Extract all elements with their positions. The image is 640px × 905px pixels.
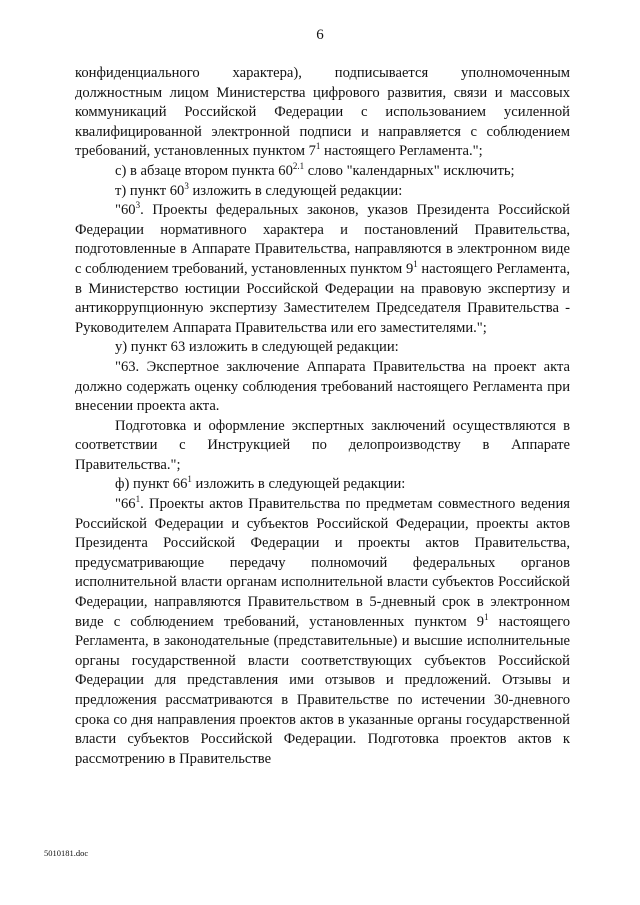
superscript: 1 (484, 611, 489, 622)
file-name-footer: 5010181.doc (44, 848, 89, 858)
paragraph-text: изложить в следующей редакции: (191, 476, 406, 493)
paragraph (75, 495, 570, 769)
superscript: 2.1 (292, 160, 305, 171)
paragraph-text: настоящего Регламента, в Министерство юстиции Российской Федерации на правовую экспертизу и антикоррупционную экспертизу Заместителем Председателя Правительства - Руководителем Аппарата Правительства или его заместителями."; (75, 260, 570, 336)
paragraph-text: настоящего Регламента, в законодательные (представительные) и высшие исполнительные органы государственной власти соответствующих субъектов Российской Федерации для представления ими отзывов и предложений. Отзывы и предложения рассматриваются в Правительстве по истечении 30-дневного срока со дня направления проектов актов в указанные органы государственной власти субъектов Российской Федерации. Подготовка проектов актов к рассмотрению в Правительстве (75, 613, 570, 767)
paragraph (75, 358, 570, 417)
paragraph (75, 162, 570, 182)
paragraph-text: Подготовка и оформление экспертных заключений осуществляются в соответствии с Инструкцией по делопроизводству в Аппарате Правительства."; (75, 417, 570, 473)
paragraph (75, 338, 570, 358)
paragraph (75, 475, 570, 495)
paragraph-text: слово "календарных" исключить; (304, 162, 515, 179)
page-number: 6 (316, 27, 324, 43)
superscript: 3 (184, 180, 189, 191)
superscript: 1 (135, 494, 141, 505)
paragraph (75, 182, 570, 202)
superscript: 1 (315, 141, 321, 152)
paragraph-text: "63. Экспертное заключение Аппарата Правительства на проект акта должно содержать оценку соблюдения требований настоящего Регламента при внесении проекта акта. (75, 358, 570, 415)
superscript: 1 (187, 474, 192, 485)
paragraph-text: . Проекты актов Правительства по предметам совместного ведения Российской Федерации и субъектов Российской Федерации, проекты актов Президента Российской Федерации и проекты актов Правительства, предусматривающие передачу полномочий федеральных органов исполнительной власти органам исполнительной власти субъектов Российской Федерации, направляются Правительством в 5-дневный срок в электронном виде с соблюдением требований, установленных пунктом 9 (75, 496, 570, 630)
paragraph-text: ф) пункт 66 (115, 476, 188, 493)
paragraph-text: "66 (115, 496, 136, 513)
paragraph-text: у) пункт 63 изложить в следующей редакции: (115, 339, 399, 356)
paragraph-text: "60 (115, 202, 136, 219)
paragraph (75, 417, 570, 476)
superscript: 3 (135, 200, 141, 211)
document-body (75, 64, 570, 769)
paragraph-text: настоящего Регламента."; (320, 143, 483, 160)
paragraph-text: изложить в следующей редакции: (188, 182, 403, 199)
paragraph-text: конфиденциального характера), подписывается уполномоченным должностным лицом Министерства цифрового развития, связи и массовых коммуникаций Российской Федерации с использованием усиленной квалифицированной электронной подписи и направляется с соблюдением требований, установленных пунктом 7 (75, 65, 570, 160)
paragraph-text: с) в абзаце втором пункта 60 (115, 162, 293, 179)
paragraph (75, 64, 570, 162)
paragraph-text: . Проекты федеральных законов, указов Президента Российской Федерации нормативного характера и постановлений Правительства, подготовленные в Аппарате Правительства, направляются в электронном виде с соблюдением требований, установленных пунктом 9 (75, 202, 570, 277)
superscript: 1 (413, 258, 418, 269)
paragraph (75, 201, 570, 338)
paragraph-text: т) пункт 60 (115, 182, 185, 199)
